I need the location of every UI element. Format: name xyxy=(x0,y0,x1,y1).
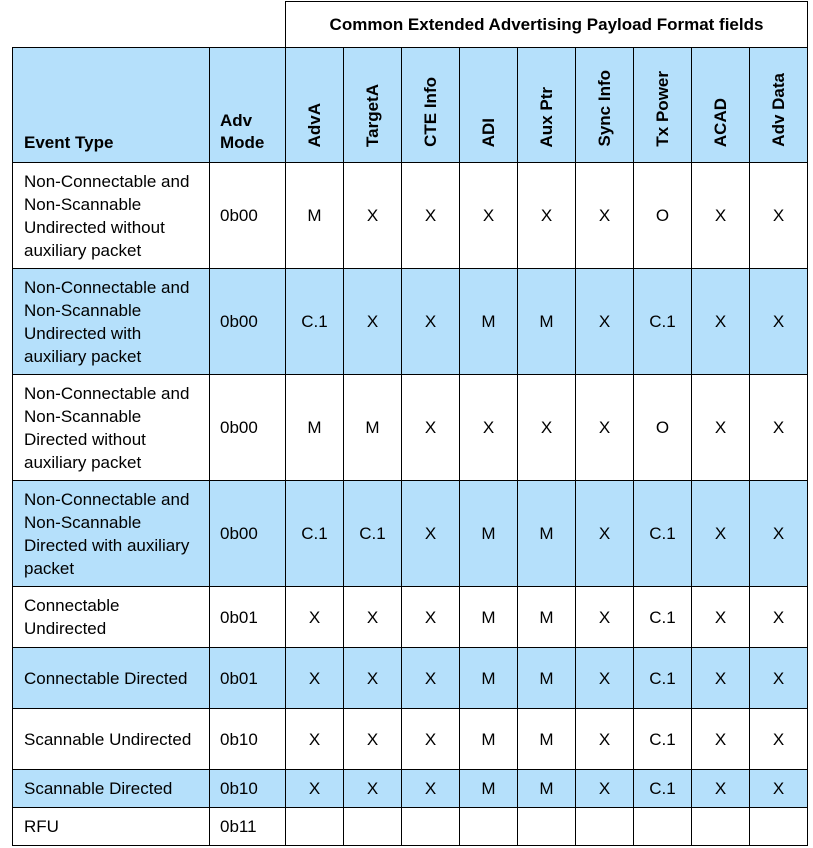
field-value-cell: X xyxy=(692,648,750,709)
field-header-row xyxy=(13,48,808,163)
adv-mode-cell: 0b00 xyxy=(210,375,286,481)
field-value-cell: X xyxy=(286,587,344,648)
field-value-cell: M xyxy=(460,587,518,648)
field-value-cell: M xyxy=(460,269,518,375)
field-value-cell: X xyxy=(402,648,460,709)
field-header-label: TargetA xyxy=(362,84,382,147)
field-value-cell: M xyxy=(518,770,576,808)
field-value-cell: X xyxy=(402,709,460,770)
group-header-row xyxy=(13,2,808,48)
adv-mode-header-text: Adv Mode xyxy=(220,111,265,152)
field-value-cell: X xyxy=(576,770,634,808)
event-type-cell: Non-Connectable and Non-Scannable Undirected without auxiliary packet xyxy=(13,163,210,269)
event-type-cell: Non-Connectable and Non-Scannable Directed with auxiliary packet xyxy=(13,481,210,587)
field-value-cell: X xyxy=(576,375,634,481)
table-row xyxy=(13,709,808,770)
field-header-label: ACAD xyxy=(710,97,730,147)
field-header-label: AdvA xyxy=(304,102,324,147)
field-value-cell: X xyxy=(750,648,808,709)
event-type-cell: RFU xyxy=(13,808,210,846)
adv-mode-header xyxy=(210,48,286,163)
field-value-cell: C.1 xyxy=(634,709,692,770)
field-value-cell: M xyxy=(518,481,576,587)
adv-mode-cell: 0b00 xyxy=(210,481,286,587)
field-value-cell: X xyxy=(286,770,344,808)
field-value-cell: X xyxy=(518,163,576,269)
field-value-cell: C.1 xyxy=(286,481,344,587)
field-value-cell: X xyxy=(576,269,634,375)
field-value-cell: X xyxy=(402,587,460,648)
event-type-cell: Non-Connectable and Non-Scannable Undirected with auxiliary packet xyxy=(13,269,210,375)
field-value-cell: X xyxy=(344,163,402,269)
field-value-cell: X xyxy=(460,375,518,481)
field-value-cell: X xyxy=(518,375,576,481)
field-value-cell: X xyxy=(402,481,460,587)
field-value-cell: M xyxy=(460,770,518,808)
field-value-cell: X xyxy=(576,648,634,709)
event-type-cell: Scannable Directed xyxy=(13,770,210,808)
event-type-cell: Non-Connectable and Non-Scannable Directed without auxiliary packet xyxy=(13,375,210,481)
table-body xyxy=(13,163,808,846)
field-value-cell xyxy=(576,808,634,846)
field-value-cell: X xyxy=(692,163,750,269)
field-header-label: Aux Ptr xyxy=(536,86,556,147)
field-value-cell: X xyxy=(344,269,402,375)
field-value-cell: C.1 xyxy=(634,648,692,709)
table-row xyxy=(13,587,808,648)
field-value-cell: M xyxy=(518,648,576,709)
field-value-cell: X xyxy=(576,587,634,648)
adv-mode-cell: 0b10 xyxy=(210,709,286,770)
event-type-cell: Connectable Undirected xyxy=(13,587,210,648)
field-value-cell: X xyxy=(692,375,750,481)
field-value-cell xyxy=(286,808,344,846)
field-header-label: Sync Info xyxy=(594,70,614,147)
field-header xyxy=(634,48,692,163)
adv-mode-cell: 0b00 xyxy=(210,269,286,375)
payload-format-table xyxy=(12,1,808,846)
field-value-cell: X xyxy=(402,269,460,375)
table-row xyxy=(13,481,808,587)
field-value-cell: C.1 xyxy=(634,269,692,375)
event-type-header: Event Type xyxy=(13,48,210,163)
field-header-label: CTE Info xyxy=(420,77,440,147)
event-type-cell: Connectable Directed xyxy=(13,648,210,709)
field-value-cell: C.1 xyxy=(344,481,402,587)
adv-mode-cell: 0b10 xyxy=(210,770,286,808)
field-value-cell xyxy=(634,808,692,846)
field-header xyxy=(518,48,576,163)
field-value-cell: X xyxy=(692,269,750,375)
field-value-cell: X xyxy=(460,163,518,269)
field-value-cell: X xyxy=(750,269,808,375)
field-value-cell xyxy=(692,808,750,846)
field-value-cell: X xyxy=(344,648,402,709)
field-value-cell: X xyxy=(402,163,460,269)
field-value-cell: X xyxy=(576,709,634,770)
field-value-cell: X xyxy=(576,481,634,587)
field-value-cell: O xyxy=(634,375,692,481)
field-value-cell: X xyxy=(402,375,460,481)
field-value-cell: M xyxy=(344,375,402,481)
field-header-label: ADI xyxy=(478,117,498,147)
field-value-cell: X xyxy=(750,375,808,481)
field-value-cell: X xyxy=(692,770,750,808)
field-value-cell: M xyxy=(460,648,518,709)
table-row xyxy=(13,269,808,375)
field-value-cell: X xyxy=(286,648,344,709)
field-value-cell: X xyxy=(344,709,402,770)
field-header xyxy=(460,48,518,163)
field-header xyxy=(344,48,402,163)
field-value-cell xyxy=(518,808,576,846)
field-value-cell: X xyxy=(692,481,750,587)
field-value-cell: X xyxy=(402,770,460,808)
field-value-cell: M xyxy=(518,709,576,770)
field-value-cell xyxy=(402,808,460,846)
field-value-cell: X xyxy=(692,587,750,648)
table-row xyxy=(13,375,808,481)
adv-mode-cell: 0b00 xyxy=(210,163,286,269)
field-value-cell: M xyxy=(518,269,576,375)
field-header xyxy=(402,48,460,163)
field-value-cell xyxy=(460,808,518,846)
event-type-cell: Scannable Undirected xyxy=(13,709,210,770)
field-value-cell: X xyxy=(750,481,808,587)
field-header xyxy=(750,48,808,163)
field-header xyxy=(286,48,344,163)
field-value-cell: X xyxy=(750,770,808,808)
field-value-cell: X xyxy=(750,587,808,648)
field-value-cell xyxy=(750,808,808,846)
field-value-cell: M xyxy=(460,709,518,770)
table-row xyxy=(13,163,808,269)
adv-mode-cell: 0b01 xyxy=(210,587,286,648)
adv-mode-cell: 0b11 xyxy=(210,808,286,846)
adv-mode-cell: 0b01 xyxy=(210,648,286,709)
field-header xyxy=(576,48,634,163)
field-value-cell: X xyxy=(576,163,634,269)
field-value-cell: M xyxy=(518,587,576,648)
field-value-cell: C.1 xyxy=(286,269,344,375)
field-value-cell: C.1 xyxy=(634,587,692,648)
field-header xyxy=(692,48,750,163)
field-value-cell: C.1 xyxy=(634,770,692,808)
field-value-cell xyxy=(344,808,402,846)
field-value-cell: O xyxy=(634,163,692,269)
field-value-cell: C.1 xyxy=(634,481,692,587)
field-header-label: Adv Data xyxy=(768,73,788,147)
field-value-cell: M xyxy=(286,375,344,481)
table-row xyxy=(13,648,808,709)
table-row xyxy=(13,808,808,846)
table-row xyxy=(13,770,808,808)
field-value-cell: M xyxy=(286,163,344,269)
group-title: Common Extended Advertising Payload Format fields xyxy=(286,2,808,48)
field-value-cell: M xyxy=(460,481,518,587)
empty-corner xyxy=(13,2,286,48)
field-header-label: Tx Power xyxy=(652,71,672,147)
field-value-cell: X xyxy=(750,163,808,269)
field-value-cell: X xyxy=(286,709,344,770)
field-value-cell: X xyxy=(692,709,750,770)
field-value-cell: X xyxy=(344,770,402,808)
field-value-cell: X xyxy=(750,709,808,770)
field-value-cell: X xyxy=(344,587,402,648)
